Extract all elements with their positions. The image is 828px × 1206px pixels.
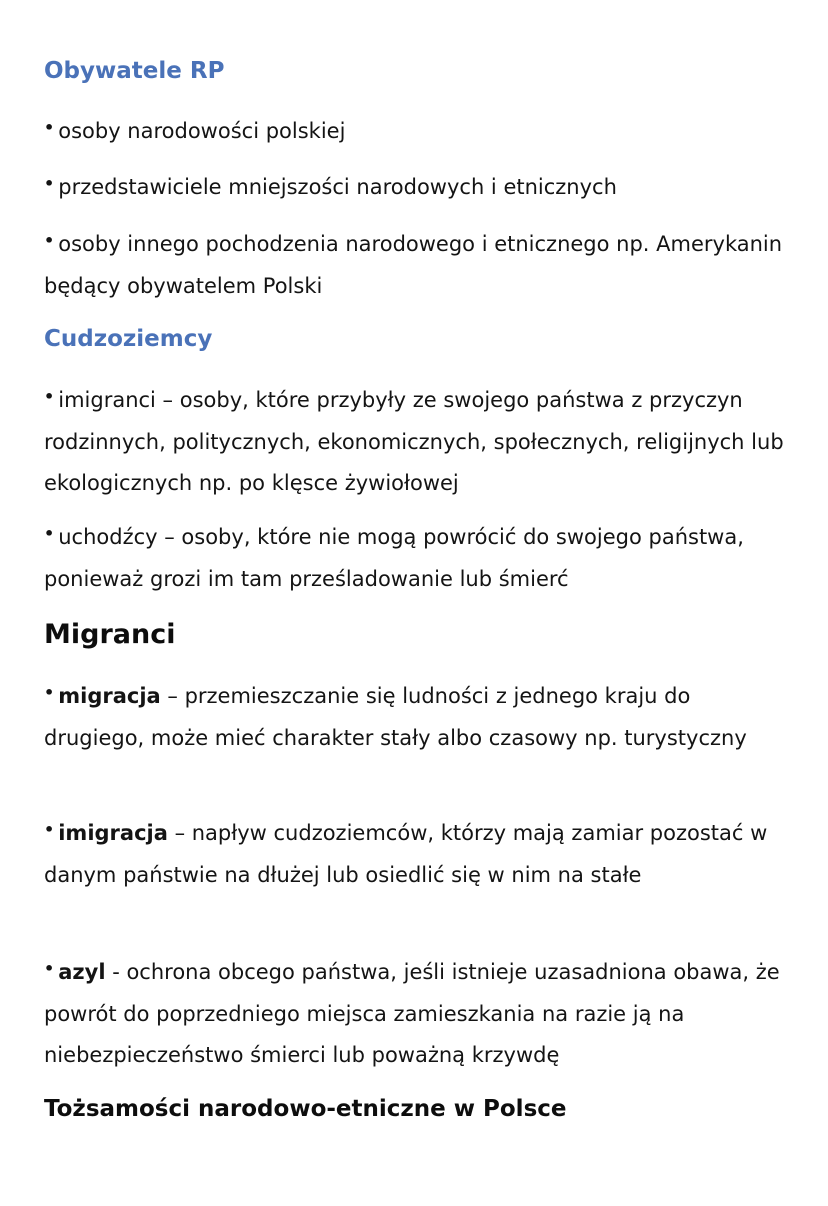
bullet-icon: •: [44, 387, 55, 406]
bullet-icon: •: [44, 118, 55, 137]
foreigners-item-2: • uchodźcy – osoby, które nie mogą powrócić do swojego państwa, ponieważ grozi im tam prześladowanie lub śmierć: [44, 524, 744, 591]
citizens-item-3: • osoby innego pochodzenia narodowego i etnicznego np. Amerykanin będący obywatelem Polski: [44, 231, 783, 298]
bullet-icon: •: [44, 231, 55, 250]
bullet-icon: •: [44, 683, 55, 702]
bullet-icon: •: [44, 820, 55, 839]
migrants-item-2: • imigracja – napływ cudzoziemców, którzy mają zamiar pozostać w danym państwie na dłużej lub osiedlić się w nim na stałe: [44, 820, 768, 887]
migrants-item-1: • migracja – przemieszczanie się ludności z jednego kraju do drugiego, może mieć charakter stały albo czasowy np. turystyczny: [44, 683, 747, 750]
foreigners-heading: Cudzoziemcy: [44, 326, 213, 352]
citizens-item-1: • osoby narodowości polskiej: [44, 118, 346, 143]
citizens-item-2: • przedstawiciele mniejszości narodowych i etnicznych: [44, 174, 617, 199]
bullet-icon: •: [44, 174, 55, 193]
identity-heading: Tożsamości narodowo-etniczne w Polsce: [44, 1096, 567, 1122]
foreigners-item-1: • imigranci – osoby, które przybyły ze swojego państwa z przyczyn rodzinnych, politycznych, ekonomicznych, społecznych, religijnych lub ekologicznych np. po klęsce żywiołowej: [44, 387, 784, 495]
citizens-heading: Obywatele RP: [44, 58, 225, 84]
bullet-icon: •: [44, 959, 55, 978]
migrants-item-3: • azyl - ochrona obcego państwa, jeśli istnieje uzasadniona obawa, że powrót do poprzedniego miejsca zamieszkania na razie ją na niebezpieczeństwo śmierci lub poważną krzywdę: [44, 959, 780, 1067]
migrants-heading: Migranci: [44, 619, 176, 650]
bullet-icon: •: [44, 524, 55, 543]
